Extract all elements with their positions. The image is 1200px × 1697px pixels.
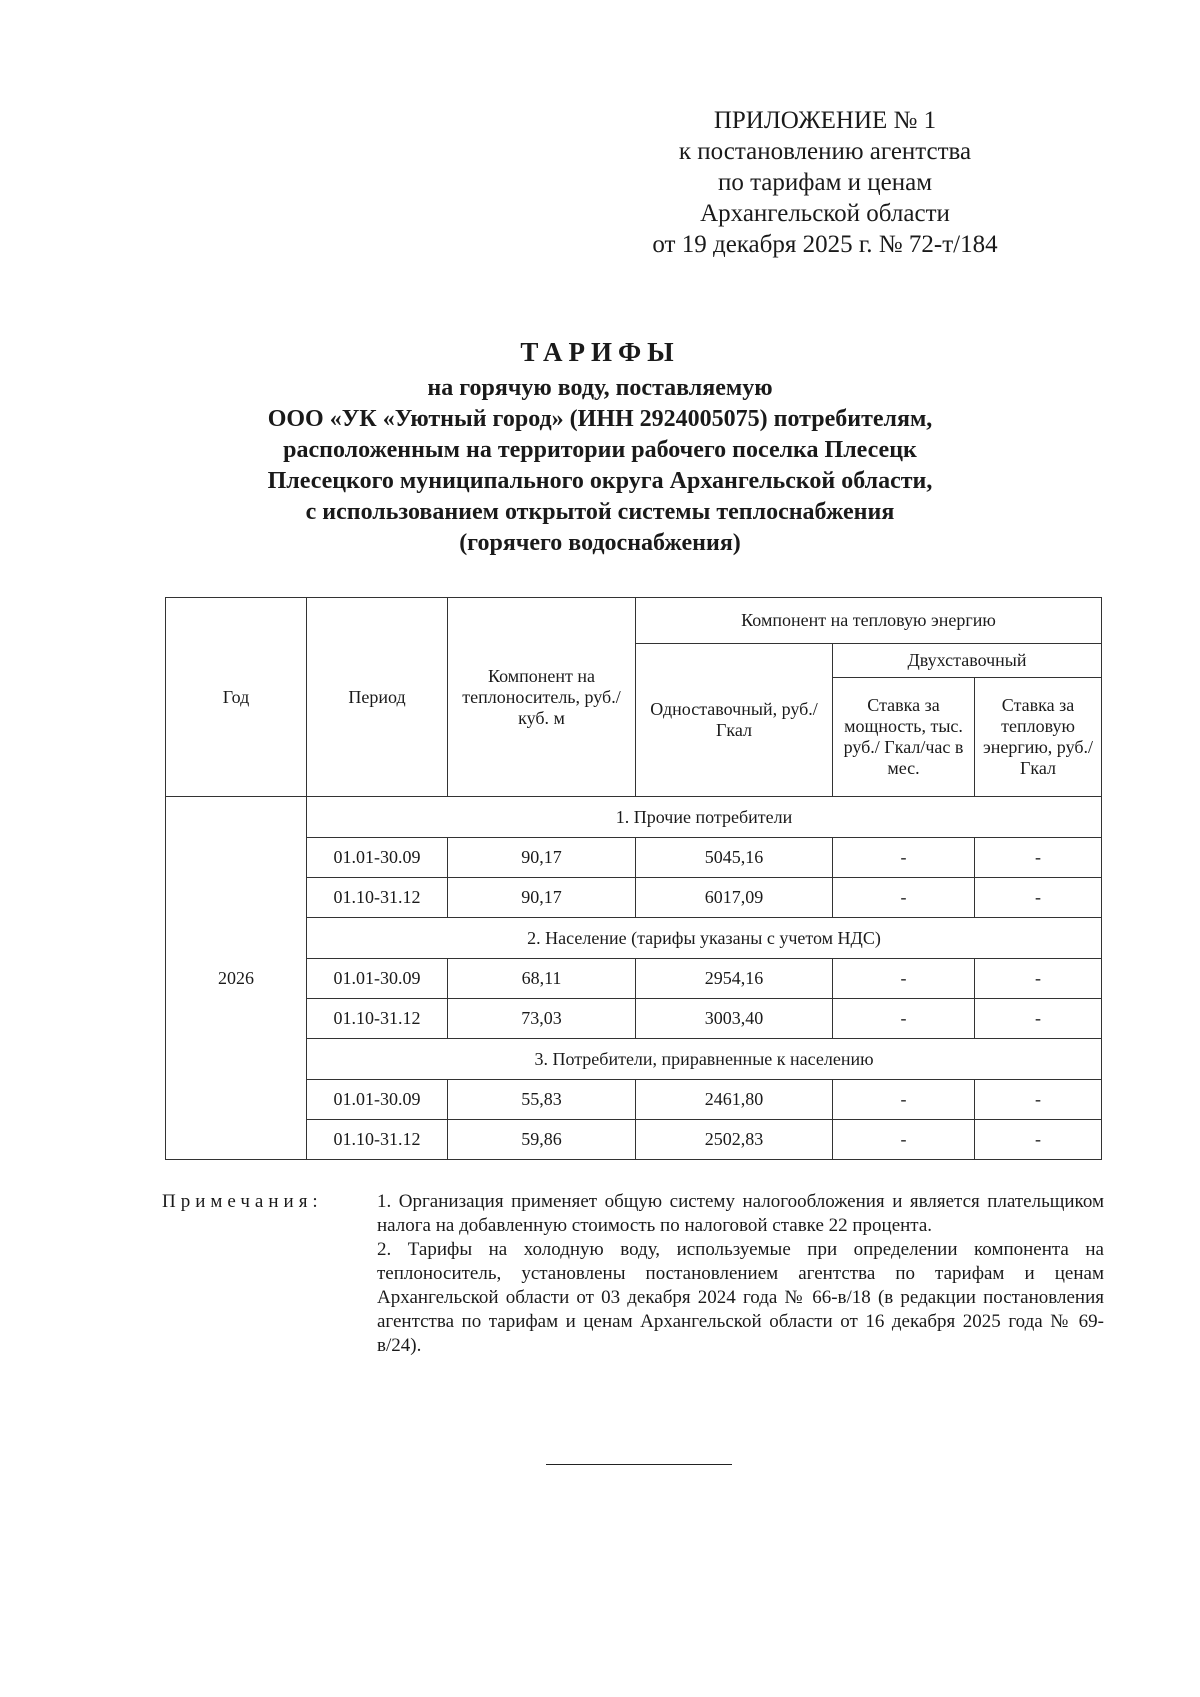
cell-capacity-rate: - [833, 838, 975, 878]
header-heat-group: Компонент на тепловую энергию [636, 598, 1102, 644]
table-header-row [166, 598, 1102, 644]
cell-capacity-rate: - [833, 878, 975, 918]
table-row [166, 878, 1102, 918]
annex-line-4: от 19 декабря 2025 г. № 72-т/184 [652, 231, 998, 258]
cell-carrier: 90,17 [448, 878, 636, 918]
cell-period: 01.01-30.09 [307, 1080, 448, 1120]
annex-line-2: по тарифам и ценам [717, 169, 933, 196]
cell-single-rate: 2954,16 [636, 959, 833, 999]
cell-single-rate: 2502,83 [636, 1120, 833, 1160]
cell-single-rate: 2461,80 [636, 1080, 833, 1120]
cell-single-rate: 3003,40 [636, 999, 833, 1039]
document-heading [100, 335, 1100, 559]
cell-period: 01.10-31.12 [307, 999, 448, 1039]
header-capacity-rate: Ставка за мощность, тыс. руб./ Гкал/час в мес. [833, 678, 975, 797]
tariff-table [165, 597, 1102, 1160]
cell-period: 01.01-30.09 [307, 959, 448, 999]
annex-header [620, 105, 1030, 260]
cell-capacity-rate: - [833, 1080, 975, 1120]
heading-line: Плесецкого муниципального округа Архангельской области, [267, 468, 933, 494]
cell-carrier: 68,11 [448, 959, 636, 999]
heading-line: на горячую воду, поставляемую [427, 375, 773, 401]
table-row [166, 838, 1102, 878]
header-two-rate: Двухставочный [833, 644, 1102, 678]
cell-energy-rate: - [975, 1080, 1102, 1120]
annex-line-1: к постановлению агентства [678, 138, 972, 165]
heading-line: расположенным на территории рабочего поселка Плесецк [283, 437, 917, 463]
cell-energy-rate: - [975, 838, 1102, 878]
group-title: 1. Прочие потребители [307, 797, 1102, 838]
cell-carrier: 55,83 [448, 1080, 636, 1120]
heading-line: ООО «УК «Уютный город» (ИНН 2924005075) потребителям, [267, 406, 933, 432]
cell-period: 01.10-31.12 [307, 878, 448, 918]
cell-capacity-rate: - [833, 1120, 975, 1160]
cell-energy-rate: - [975, 959, 1102, 999]
heading-line: с использованием открытой системы теплоснабжения [305, 499, 895, 525]
table-row [166, 999, 1102, 1039]
cell-carrier: 59,86 [448, 1120, 636, 1160]
document-title: ТАРИФЫ [520, 337, 680, 367]
header-energy-rate: Ставка за тепловую энергию, руб./Гкал [975, 678, 1102, 797]
header-year: Год [166, 598, 307, 797]
group-row [166, 797, 1102, 838]
cell-carrier: 73,03 [448, 999, 636, 1039]
group-row [166, 918, 1102, 959]
cell-energy-rate: - [975, 878, 1102, 918]
group-title: 3. Потребители, приравненные к населению [307, 1039, 1102, 1080]
cell-single-rate: 5045,16 [636, 838, 833, 878]
cell-period: 01.10-31.12 [307, 1120, 448, 1160]
group-row [166, 1039, 1102, 1080]
notes-label: Примечания: [162, 1191, 323, 1212]
note-item: 2. Тарифы на холодную воду, используемые при определении компонента на теплоноситель, установлены постановлением агентства по тарифам и ценам Архангельской области от 03 декабря 2024 года № 66-в/18 (в редакции постановления агентства по тарифам и ценам Архангельской области от 16 декабря 2025 года № 69-в/24). [377, 1239, 1104, 1356]
cell-single-rate: 6017,09 [636, 878, 833, 918]
note-item: 1. Организация применяет общую систему налогообложения и является плательщиком налога на добавленную стоимость по налоговой ставке 22 процента. [377, 1191, 1104, 1236]
header-single-rate: Одноставочный, руб./Гкал [636, 644, 833, 797]
cell-energy-rate: - [975, 1120, 1102, 1160]
header-carrier: Компонент на теплоноситель, руб./куб. м [448, 598, 636, 797]
header-period: Период [307, 598, 448, 797]
cell-energy-rate: - [975, 999, 1102, 1039]
table-row [166, 1080, 1102, 1120]
cell-period: 01.01-30.09 [307, 838, 448, 878]
cell-capacity-rate: - [833, 999, 975, 1039]
cell-capacity-rate: - [833, 959, 975, 999]
group-title: 2. Население (тарифы указаны с учетом НДС) [307, 918, 1102, 959]
annex-line-3: Архангельской области [700, 200, 950, 227]
heading-line: (горячего водоснабжения) [459, 530, 741, 556]
end-rule [546, 1464, 732, 1465]
year-cell: 2026 [166, 797, 307, 1160]
table-row [166, 959, 1102, 999]
notes-body [377, 1190, 1104, 1358]
annex-title: ПРИЛОЖЕНИЕ № 1 [713, 107, 937, 134]
table-row [166, 1120, 1102, 1160]
cell-carrier: 90,17 [448, 838, 636, 878]
